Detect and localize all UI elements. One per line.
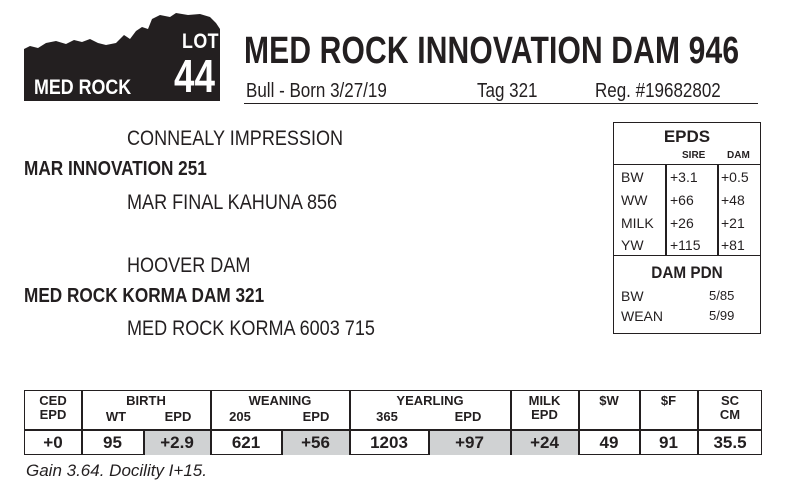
value-sf: 91 — [659, 433, 678, 452]
value-birth-epd: +2.9 — [160, 433, 194, 452]
registration-number: Reg. #19682802 — [595, 80, 721, 102]
epd-table — [614, 164, 760, 256]
epd-title: EPDS — [663, 127, 711, 146]
value-milk: +24 — [530, 433, 559, 452]
epd-dam-header: DAM — [727, 150, 750, 161]
value-wean-epd: +56 — [301, 433, 330, 452]
epd-row: YW +115 +81 — [621, 237, 745, 253]
animal-name: MED ROCK INNOVATION DAM 946 — [244, 30, 740, 72]
header-sf: $F — [660, 393, 677, 408]
dam-sire: HOOVER DAM — [127, 254, 251, 277]
lot-logo — [24, 13, 220, 101]
header-wean-epd: EPD — [302, 409, 330, 424]
sire-sire: CONNEALY IMPRESSION — [127, 127, 344, 150]
header-ced: CED EPD — [39, 393, 67, 422]
header-year-365: 365 — [376, 409, 398, 424]
performance-table — [24, 390, 762, 455]
tag-number: Tag 321 — [477, 80, 538, 102]
header-yearling: YEARLING — [396, 393, 464, 408]
value-wean-205: 621 — [231, 433, 261, 452]
epd-row: WW +66 +48 — [621, 192, 745, 208]
header-birth-epd: EPD — [164, 409, 192, 424]
dam: MED ROCK KORMA DAM 321 — [24, 285, 265, 307]
value-birth-wt: 95 — [103, 433, 122, 452]
header-year-epd: EPD — [454, 409, 482, 424]
value-sc: 35.5 — [713, 433, 747, 452]
sex-birth-date: Bull - Born 3/27/19 — [246, 80, 387, 102]
pdn-row: BW 5/85 — [621, 288, 735, 304]
animal-info-line — [244, 80, 758, 104]
lot-number: 44 — [174, 50, 215, 102]
dam-dam: MED ROCK KORMA 6003 715 — [127, 317, 375, 340]
header-wean-205: 205 — [229, 409, 251, 424]
pdn-row: WEAN 5/99 — [621, 308, 735, 324]
epd-row: MILK +26 +21 — [621, 215, 745, 231]
value-sw: 49 — [599, 433, 619, 452]
value-ced: +0 — [43, 433, 63, 452]
lot-label: LOT — [182, 30, 219, 53]
dam-pdn-title: DAM PDN — [651, 263, 723, 282]
brand-name: MED ROCK — [34, 76, 132, 99]
header-sw: $W — [599, 393, 619, 408]
sire: MAR INNOVATION 251 — [24, 158, 207, 180]
header-birth-wt: WT — [105, 409, 127, 424]
value-year-epd: +97 — [455, 433, 484, 452]
footnote: Gain 3.64. Docility I+15. — [26, 461, 207, 480]
header-milk: MILK EPD — [528, 393, 561, 422]
epd-sire-header: SIRE — [682, 150, 706, 161]
header-sc: SC CM — [719, 393, 741, 422]
epd-row: BW +3.1 +0.5 — [621, 169, 749, 185]
sire-dam: MAR FINAL KAHUNA 856 — [127, 191, 338, 214]
header-weaning: WEANING — [248, 393, 312, 408]
header-birth: BIRTH — [126, 393, 166, 408]
value-year-365: 1203 — [370, 433, 408, 452]
epd-box — [613, 122, 761, 334]
